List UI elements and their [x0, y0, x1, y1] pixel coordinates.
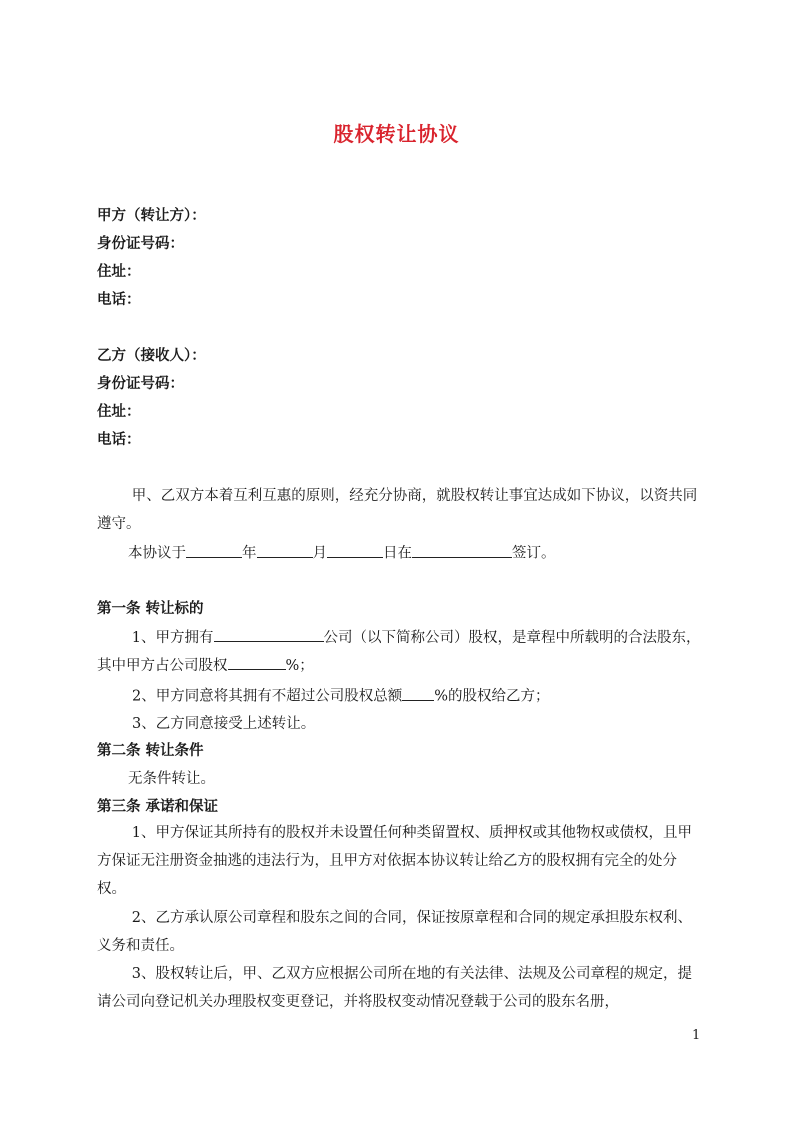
party-a-address-label: 住址： [97, 263, 141, 280]
article1-heading: 第一条 转让标的 [97, 600, 204, 617]
party-a-phone-label: 电话： [97, 291, 141, 308]
article1-item1-part-a: 1、甲方拥有 [131, 630, 214, 646]
party-b-address-label: 住址： [97, 403, 141, 420]
signed-label: 签订。 [512, 545, 556, 562]
month-blank[interactable] [257, 542, 313, 558]
intro-paragraph: 甲、乙双方本着互利互惠的原则，经充分协商，就股权转让事宜达成如下协议，以资共同遵守。 [97, 488, 698, 532]
year-label: 年 [242, 545, 257, 562]
article2-text: 无条件转让。 [128, 771, 215, 787]
party-a-label: 甲方（转让方）： [97, 207, 206, 224]
date-prefix: 本协议于 [128, 545, 186, 562]
article1-item1 [97, 624, 701, 680]
article1-item3: 3、乙方同意接受上述转让。 [132, 716, 316, 732]
document-title: 股权转让协议 [333, 122, 460, 146]
party-b-label: 乙方（接收人）： [97, 347, 206, 364]
party-b-id-label: 身份证号码： [97, 375, 184, 392]
day-blank[interactable] [327, 542, 383, 558]
company-name-blank[interactable] [214, 627, 324, 643]
article2-heading: 第二条 转让条件 [97, 742, 204, 759]
party-b-phone-label: 电话： [97, 431, 141, 448]
article3-item1: 1、甲方保证其所持有的股权并未设置任何种类留置权、质押权或其他物权或债权，且甲方保证无注册资金抽逃的违法行为，且甲方对依据本协议转让给乙方的股权拥有完全的处分权。 [97, 825, 693, 897]
page-number: 1 [692, 1028, 701, 1043]
article3-item2: 2、乙方承认原公司章程和股东之间的合同，保证按原章程和合同的规定承担股东权利、义务和责任。 [97, 910, 693, 954]
article3-heading: 第三条 承诺和保证 [97, 798, 219, 815]
transfer-percent-blank[interactable] [402, 685, 434, 701]
article1-item1-part-c: %； [285, 658, 314, 674]
article3-item3: 3、股权转让后，甲、乙双方应根据公司所在地的有关法律、法规及公司章程的规定，提请公司向登记机关办理股权变更登记，并将股权变动情况登载于公司的股东名册， [97, 966, 693, 1010]
share-percent-blank[interactable] [228, 655, 286, 671]
day-at-label: 日在 [383, 545, 412, 562]
article1-item2-part-b: %的股权给乙方； [434, 688, 550, 705]
article1-item2-part-a: 2、甲方同意将其拥有不超过公司股权总额 [132, 688, 403, 705]
article1-item2 [132, 685, 550, 708]
place-blank[interactable] [412, 542, 512, 558]
signing-date-line [128, 542, 556, 565]
month-label: 月 [312, 545, 327, 562]
year-blank[interactable] [186, 542, 242, 558]
article1-item1-part-b: 公司（以下简称公司）股权，是章程中所载明的合法股东，其中甲方占公司股权 [97, 630, 701, 674]
party-a-id-label: 身份证号码： [97, 235, 184, 252]
